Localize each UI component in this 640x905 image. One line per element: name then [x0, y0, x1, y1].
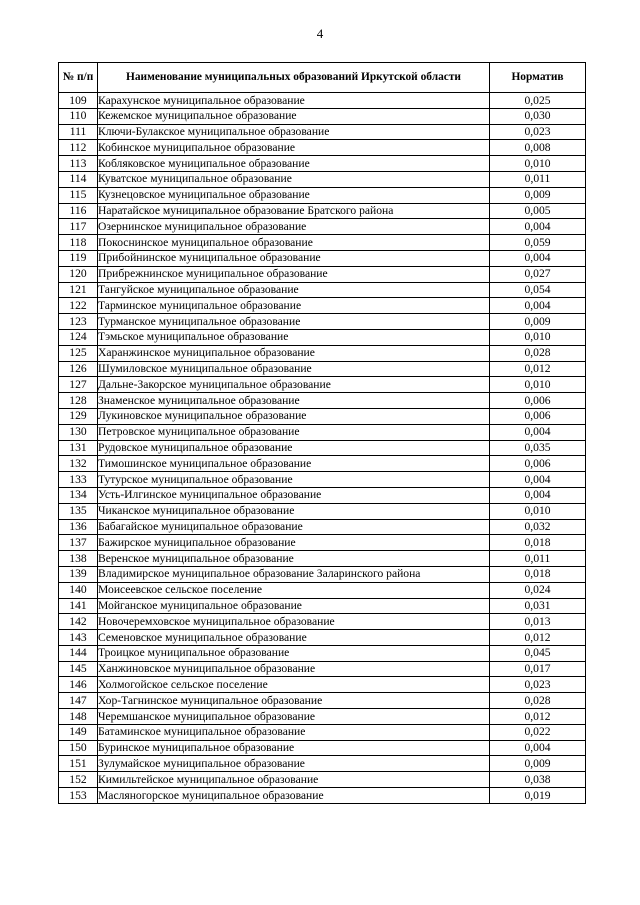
norm-value: 0,059	[490, 235, 586, 251]
municipality-name: Веренское муниципальное образование	[98, 551, 490, 567]
municipality-name: Ханжиновское муниципальное образование	[98, 661, 490, 677]
norm-value: 0,010	[490, 503, 586, 519]
norm-value: 0,018	[490, 535, 586, 551]
page-number: 4	[316, 26, 324, 41]
table-row	[59, 266, 586, 282]
municipality-name: Кежемское муниципальное образование	[98, 108, 490, 124]
municipality-name: Батаминское муниципальное образование	[98, 724, 490, 740]
table-row	[59, 472, 586, 488]
table-row	[59, 503, 586, 519]
row-number: 117	[59, 219, 98, 235]
row-number: 133	[59, 472, 98, 488]
municipality-name: Кузнецовское муниципальное образование	[98, 187, 490, 203]
municipality-name: Покоснинское муниципальное образование	[98, 235, 490, 251]
municipality-name: Чиканское муниципальное образование	[98, 503, 490, 519]
row-number: 130	[59, 424, 98, 440]
table-row	[59, 693, 586, 709]
table-row	[59, 582, 586, 598]
row-number: 129	[59, 408, 98, 424]
municipality-name: Озернинское муниципальное образование	[98, 219, 490, 235]
row-number: 125	[59, 345, 98, 361]
table-row	[59, 377, 586, 393]
municipality-name: Тангуйское муниципальное образование	[98, 282, 490, 298]
norm-value: 0,054	[490, 282, 586, 298]
table-row	[59, 235, 586, 251]
norm-value: 0,012	[490, 709, 586, 725]
municipality-name: Кимильтейское муниципальное образование	[98, 772, 490, 788]
table-row	[59, 551, 586, 567]
norm-value: 0,023	[490, 677, 586, 693]
table-row	[59, 408, 586, 424]
municipality-name: Бажирское муниципальное образование	[98, 535, 490, 551]
norm-value: 0,006	[490, 456, 586, 472]
row-number: 146	[59, 677, 98, 693]
norm-value: 0,024	[490, 582, 586, 598]
municipality-name: Дальне-Закорское муниципальное образование	[98, 377, 490, 393]
norm-value: 0,022	[490, 724, 586, 740]
table-row	[59, 740, 586, 756]
norm-value: 0,006	[490, 408, 586, 424]
norm-value: 0,012	[490, 630, 586, 646]
table-row	[59, 487, 586, 503]
row-number: 134	[59, 487, 98, 503]
municipality-name: Зулумайское муниципальное образование	[98, 756, 490, 772]
table-row	[59, 345, 586, 361]
table-row	[59, 440, 586, 456]
table-row	[59, 124, 586, 140]
municipality-name: Семеновское муниципальное образование	[98, 630, 490, 646]
norm-value: 0,004	[490, 219, 586, 235]
table-row	[59, 535, 586, 551]
municipality-name: Холмогойское сельское поселение	[98, 677, 490, 693]
municipality-name: Новочеремховское муниципальное образование	[98, 614, 490, 630]
municipality-name: Харанжинское муниципальное образование	[98, 345, 490, 361]
norm-value: 0,009	[490, 314, 586, 330]
norm-value: 0,006	[490, 393, 586, 409]
row-number: 139	[59, 566, 98, 582]
municipality-name: Рудовское муниципальное образование	[98, 440, 490, 456]
norm-value: 0,038	[490, 772, 586, 788]
norm-value: 0,004	[490, 487, 586, 503]
municipality-name: Хор-Тагнинское муниципальное образование	[98, 693, 490, 709]
table-row	[59, 361, 586, 377]
table-row	[59, 282, 586, 298]
norm-value: 0,013	[490, 614, 586, 630]
row-number: 147	[59, 693, 98, 709]
row-number: 137	[59, 535, 98, 551]
row-number: 126	[59, 361, 98, 377]
municipality-name: Черемшанское муниципальное образование	[98, 709, 490, 725]
row-number: 141	[59, 598, 98, 614]
row-number: 115	[59, 187, 98, 203]
row-number: 132	[59, 456, 98, 472]
municipality-name: Тимошинское муниципальное образование	[98, 456, 490, 472]
municipality-name: Усть-Илгинское муниципальное образование	[98, 487, 490, 503]
row-number: 140	[59, 582, 98, 598]
row-number: 118	[59, 235, 98, 251]
row-number: 122	[59, 298, 98, 314]
row-number: 136	[59, 519, 98, 535]
row-number: 145	[59, 661, 98, 677]
row-number: 142	[59, 614, 98, 630]
municipality-name: Ключи-Булакское муниципальное образование	[98, 124, 490, 140]
row-number: 143	[59, 630, 98, 646]
row-number: 127	[59, 377, 98, 393]
table-row	[59, 187, 586, 203]
norm-value: 0,023	[490, 124, 586, 140]
norm-value: 0,031	[490, 598, 586, 614]
table-row	[59, 93, 586, 109]
table-row	[59, 566, 586, 582]
norm-value: 0,035	[490, 440, 586, 456]
norm-value: 0,004	[490, 740, 586, 756]
row-number: 151	[59, 756, 98, 772]
row-number: 120	[59, 266, 98, 282]
norms-table	[58, 62, 586, 804]
norm-value: 0,004	[490, 298, 586, 314]
table-row	[59, 156, 586, 172]
row-number: 116	[59, 203, 98, 219]
norm-value: 0,009	[490, 187, 586, 203]
row-number: 144	[59, 645, 98, 661]
municipality-name: Прибрежнинское муниципальное образование	[98, 266, 490, 282]
row-number: 114	[59, 171, 98, 187]
norm-value: 0,030	[490, 108, 586, 124]
table-row	[59, 393, 586, 409]
municipality-name: Петровское муниципальное образование	[98, 424, 490, 440]
norm-value: 0,004	[490, 472, 586, 488]
header-number: № п/п	[59, 63, 98, 93]
norm-value: 0,010	[490, 377, 586, 393]
row-number: 110	[59, 108, 98, 124]
municipality-name: Троицкое муниципальное образование	[98, 645, 490, 661]
municipality-name: Карахунское муниципальное образование	[98, 93, 490, 109]
table-row	[59, 772, 586, 788]
row-number: 124	[59, 329, 98, 345]
row-number: 138	[59, 551, 98, 567]
table-row	[59, 709, 586, 725]
row-number: 121	[59, 282, 98, 298]
row-number: 111	[59, 124, 98, 140]
table-row	[59, 329, 586, 345]
table-row	[59, 724, 586, 740]
norm-value: 0,019	[490, 788, 586, 804]
municipality-name: Мойганское муниципальное образование	[98, 598, 490, 614]
table-row	[59, 171, 586, 187]
norm-value: 0,008	[490, 140, 586, 156]
table-row	[59, 203, 586, 219]
table-row	[59, 314, 586, 330]
municipality-name: Тэмьское муниципальное образование	[98, 329, 490, 345]
norm-value: 0,018	[490, 566, 586, 582]
header-municipality-name: Наименование муниципальных образований Иркутской области	[98, 63, 490, 93]
norm-value: 0,009	[490, 756, 586, 772]
norm-value: 0,025	[490, 93, 586, 109]
norm-value: 0,011	[490, 551, 586, 567]
table-body	[59, 93, 586, 804]
municipality-name: Масляногорское муниципальное образование	[98, 788, 490, 804]
row-number: 153	[59, 788, 98, 804]
norm-value: 0,027	[490, 266, 586, 282]
table-row	[59, 519, 586, 535]
table-row	[59, 630, 586, 646]
row-number: 148	[59, 709, 98, 725]
row-number: 109	[59, 93, 98, 109]
row-number: 112	[59, 140, 98, 156]
norm-value: 0,017	[490, 661, 586, 677]
municipality-name: Буринское муниципальное образование	[98, 740, 490, 756]
row-number: 149	[59, 724, 98, 740]
table-row	[59, 677, 586, 693]
municipality-name: Моисеевское сельское поселение	[98, 582, 490, 598]
municipality-name: Шумиловское муниципальное образование	[98, 361, 490, 377]
header-norm: Норматив	[490, 63, 586, 93]
row-number: 119	[59, 250, 98, 266]
table-row	[59, 645, 586, 661]
norm-value: 0,010	[490, 329, 586, 345]
municipality-name: Кобинское муниципальное образование	[98, 140, 490, 156]
table-row	[59, 250, 586, 266]
municipality-name: Кобляковское муниципальное образование	[98, 156, 490, 172]
row-number: 131	[59, 440, 98, 456]
norm-value: 0,005	[490, 203, 586, 219]
row-number: 150	[59, 740, 98, 756]
row-number: 123	[59, 314, 98, 330]
table-row	[59, 756, 586, 772]
table-row	[59, 298, 586, 314]
table-row	[59, 598, 586, 614]
municipality-name: Тутурское муниципальное образование	[98, 472, 490, 488]
municipality-name: Наратайское муниципальное образование Братского района	[98, 203, 490, 219]
norm-value: 0,010	[490, 156, 586, 172]
table-row	[59, 140, 586, 156]
norm-value: 0,028	[490, 693, 586, 709]
table-row	[59, 614, 586, 630]
table-row	[59, 661, 586, 677]
row-number: 152	[59, 772, 98, 788]
norm-value: 0,012	[490, 361, 586, 377]
table-row	[59, 456, 586, 472]
municipality-name: Бабагайское муниципальное образование	[98, 519, 490, 535]
row-number: 128	[59, 393, 98, 409]
norm-value: 0,011	[490, 171, 586, 187]
norm-value: 0,004	[490, 250, 586, 266]
table-row	[59, 424, 586, 440]
table-row	[59, 108, 586, 124]
municipality-name: Куватское муниципальное образование	[98, 171, 490, 187]
row-number: 113	[59, 156, 98, 172]
table-header-row	[59, 63, 586, 93]
municipality-name: Владимирское муниципальное образование Заларинского района	[98, 566, 490, 582]
municipality-name: Лукиновское муниципальное образование	[98, 408, 490, 424]
table-row	[59, 788, 586, 804]
municipality-name: Тарминское муниципальное образование	[98, 298, 490, 314]
table-row	[59, 219, 586, 235]
norm-value: 0,045	[490, 645, 586, 661]
norm-value: 0,032	[490, 519, 586, 535]
norm-value: 0,004	[490, 424, 586, 440]
row-number: 135	[59, 503, 98, 519]
municipality-name: Турманское муниципальное образование	[98, 314, 490, 330]
municipality-name: Знаменское муниципальное образование	[98, 393, 490, 409]
municipality-name: Прибойнинское муниципальное образование	[98, 250, 490, 266]
norm-value: 0,028	[490, 345, 586, 361]
